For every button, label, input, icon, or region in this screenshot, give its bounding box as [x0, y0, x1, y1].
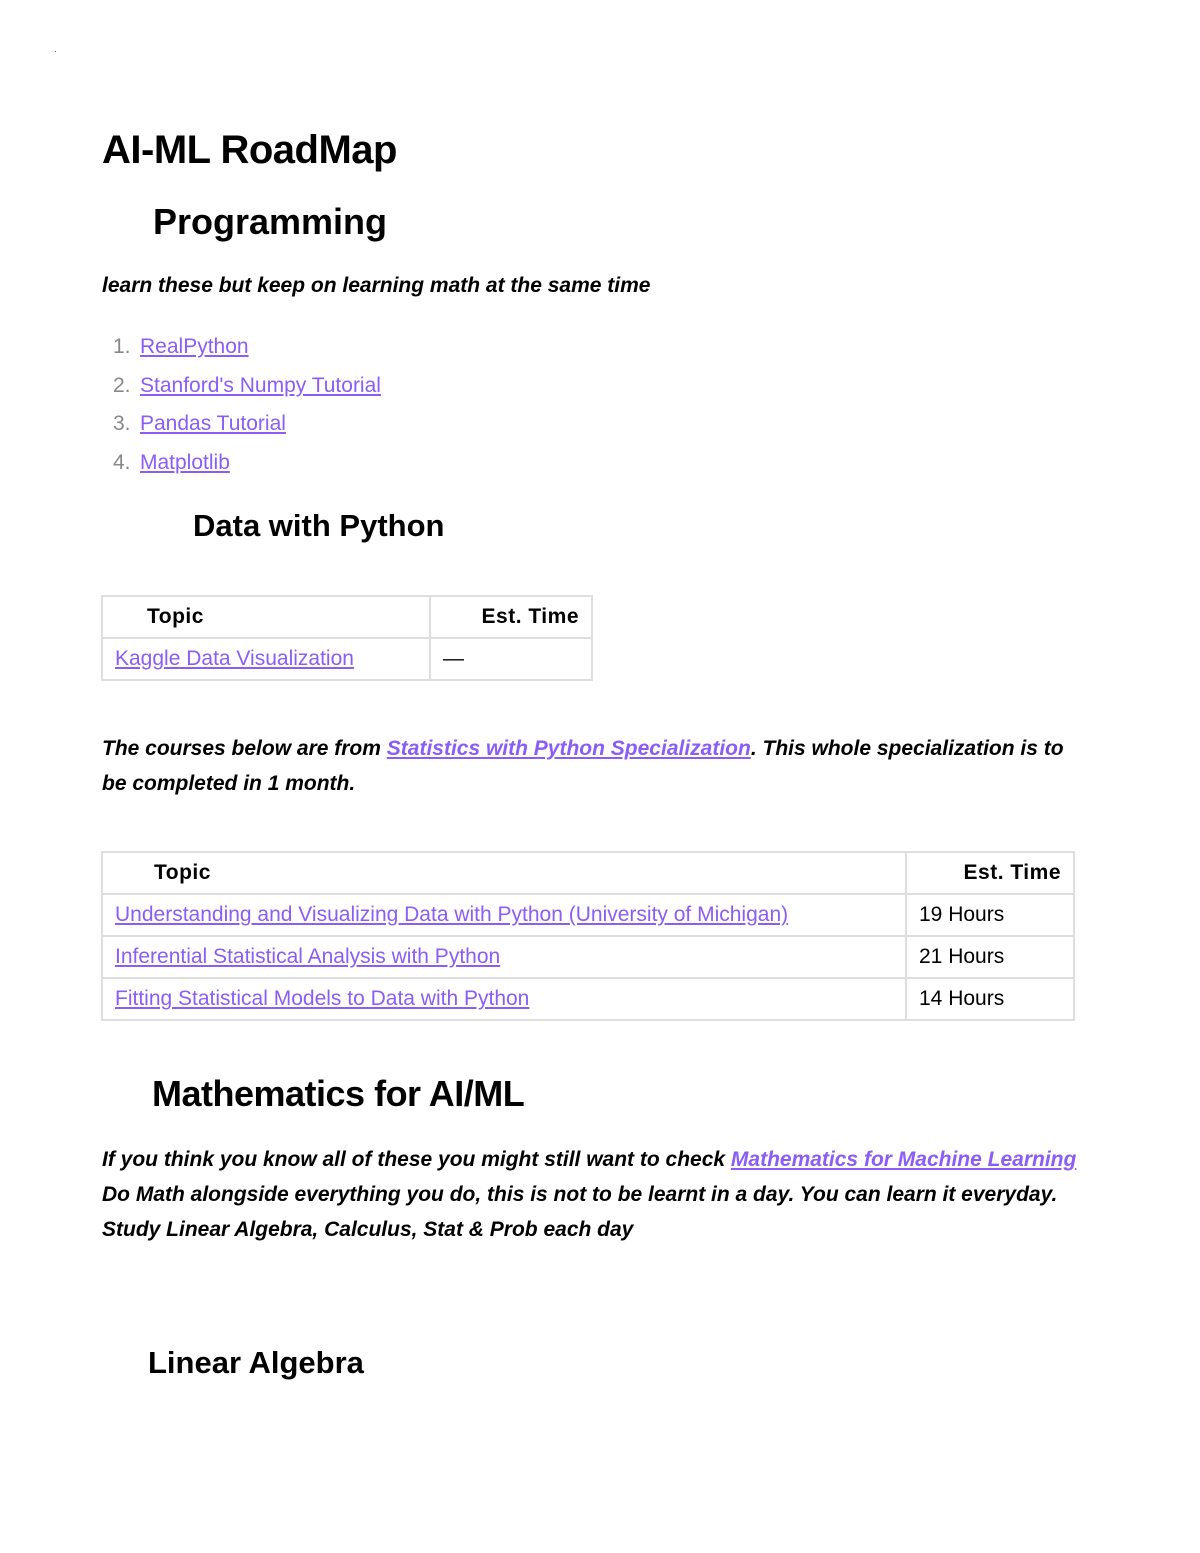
courses-table: [101, 851, 1075, 1021]
page-title: AI-ML RoadMap: [102, 128, 397, 172]
table-cell-time: —: [430, 638, 592, 680]
list-number: 1.: [113, 335, 131, 358]
table-header-row: [102, 852, 1074, 894]
courses-note-prefix: The courses below are from: [102, 737, 387, 760]
matplotlib-link[interactable]: Matplotlib: [140, 450, 230, 474]
heading-linear-algebra: Linear Algebra: [148, 1345, 364, 1380]
list-item: [113, 446, 381, 485]
math-note-line3: Study Linear Algebra, Calculus, Stat & Prob each day: [102, 1218, 634, 1241]
table-row: [102, 936, 1074, 978]
statistics-specialization-link[interactable]: Statistics with Python Specialization: [386, 737, 751, 760]
list-item: [113, 330, 381, 369]
data-python-table: [101, 595, 593, 681]
table-cell-time: 19 Hours: [906, 894, 1074, 936]
table-header-row: [102, 596, 592, 638]
course-link-inferential[interactable]: Inferential Statistical Analysis with Python: [115, 945, 501, 968]
page-mark: .: [54, 44, 57, 55]
list-number: 4.: [113, 450, 131, 474]
table-cell-topic: [102, 936, 906, 978]
heading-data-with-python: Data with Python: [193, 508, 445, 543]
column-header-est-time: Est. Time: [430, 596, 592, 638]
column-header-est-time: Est. Time: [906, 852, 1074, 894]
list-number: 3.: [113, 412, 131, 435]
table-row: [102, 978, 1074, 1020]
table-cell-topic: [102, 638, 430, 680]
table-cell-topic: [102, 978, 906, 1020]
resource-list: [113, 330, 381, 484]
column-header-topic: Topic: [102, 852, 906, 894]
courses-note-suffix: . This whole specialization is to be completed in 1 month.: [102, 737, 1064, 795]
math-note-line2: Do Math alongside everything you do, this is not to be learnt in a day. You can learn it everyday.: [102, 1183, 1058, 1206]
course-link-fitting[interactable]: Fitting Statistical Models to Data with Python: [115, 987, 530, 1010]
list-item: [113, 369, 381, 408]
programming-note: learn these but keep on learning math at the same time: [102, 274, 651, 297]
table-row: [102, 638, 592, 680]
math-note-prefix: If you think you know all of these you might still want to check: [102, 1148, 731, 1171]
mathematics-note: [102, 1142, 1102, 1247]
kaggle-data-visualization-link[interactable]: Kaggle Data Visualization: [115, 647, 354, 670]
heading-mathematics: Mathematics for AI/ML: [152, 1073, 525, 1114]
column-header-topic: Topic: [102, 596, 430, 638]
list-item: [113, 407, 381, 446]
table-cell-topic: [102, 894, 906, 936]
numpy-tutorial-link[interactable]: Stanford's Numpy Tutorial: [140, 373, 381, 397]
course-link-understanding[interactable]: Understanding and Visualizing Data with Python (University of Michigan): [115, 903, 789, 926]
table-cell-time: 21 Hours: [906, 936, 1074, 978]
table-row: [102, 894, 1074, 936]
table-cell-time: 14 Hours: [906, 978, 1074, 1020]
realpython-link[interactable]: RealPython: [140, 335, 249, 358]
heading-programming: Programming: [153, 201, 388, 242]
math-for-ml-link[interactable]: Mathematics for Machine Learning: [730, 1148, 1077, 1171]
courses-note: [102, 731, 1082, 801]
pandas-tutorial-link[interactable]: Pandas Tutorial: [140, 412, 286, 435]
list-number: 2.: [113, 373, 131, 397]
